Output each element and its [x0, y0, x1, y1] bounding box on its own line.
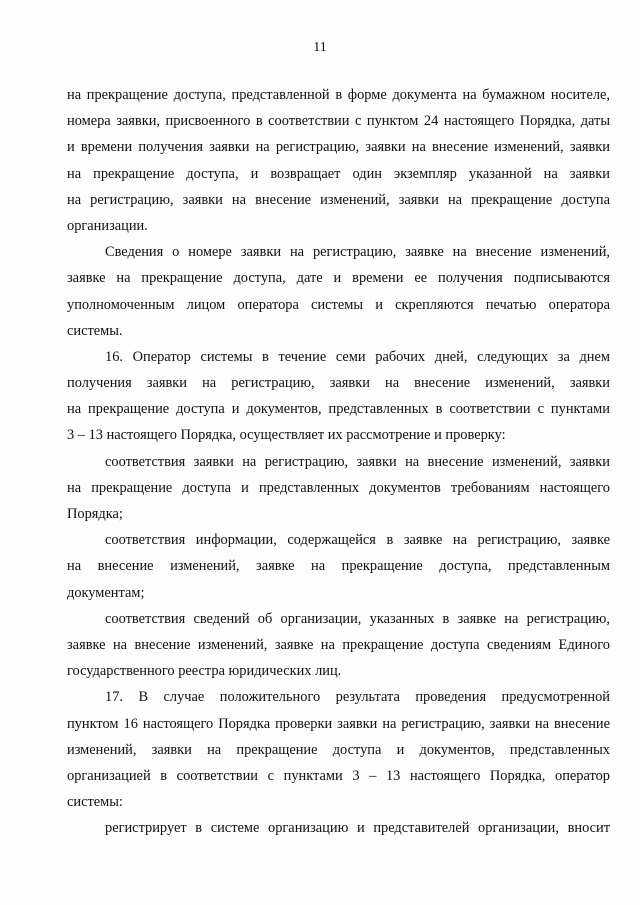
text-line: организацией в соответствии с пунктами 3 – 13 настоящего Порядка, оператор: [67, 767, 610, 784]
text-line: Порядка;: [67, 506, 123, 522]
paragraph-3: [67, 344, 610, 449]
document-body: [67, 82, 610, 841]
text-line: заявке на внесение изменений, заявке на прекращение доступа сведениям Единого: [67, 636, 610, 653]
text-line: регистрирует в системе организацию и представителей организации, вносит: [105, 820, 610, 837]
text-line: 16. Оператор системы в течение семи рабочих дней, следующих за днем: [105, 348, 610, 365]
text-line: соответствия заявки на регистрацию, заявки на внесение изменений, заявки: [105, 453, 610, 470]
text-line: уполномоченным лицом оператора системы и скрепляются печатью оператора: [67, 296, 610, 313]
text-line: Сведения о номере заявки на регистрацию, заявке на внесение изменений,: [105, 244, 610, 261]
paragraph-7: [67, 684, 610, 815]
text-line: 3 – 13 настоящего Порядка, осуществляет их рассмотрение и проверку:: [67, 427, 506, 444]
text-line: получения заявки на регистрацию, заявки на внесение изменений, заявки: [67, 375, 610, 392]
paragraph-4: [67, 449, 610, 528]
text-line: заявке на прекращение доступа, дате и времени ее получения подписываются: [67, 270, 610, 287]
text-line: системы:: [67, 794, 123, 811]
text-line: на прекращение доступа, и возвращает один экземпляр указанной на заявки: [67, 165, 610, 182]
text-line: на прекращение доступа и представленных документов требованиям настоящего: [67, 479, 610, 496]
text-line: на прекращение доступа, представленной в форме документа на бумажном носителе,: [67, 87, 610, 103]
text-line: на регистрацию, заявки на внесение изменений, заявки на прекращение доступа: [67, 191, 610, 208]
text-line: системы.: [67, 322, 123, 339]
paragraph-8: [67, 815, 610, 841]
text-line: государственного реестра юридических лиц.: [67, 663, 342, 680]
text-line: организации.: [67, 217, 148, 234]
text-line: документам;: [67, 584, 145, 601]
paragraph-6: [67, 606, 610, 685]
text-line: номера заявки, присвоенного в соответствии с пунктом 24 настоящего Порядка, даты: [67, 113, 610, 130]
text-line: на прекращение доступа и документов, представленных в соответствии с пунктами: [67, 401, 610, 418]
text-line: на внесение изменений, заявке на прекращение доступа, представленным: [67, 558, 610, 575]
text-line: соответствия сведений об организации, указанных в заявке на регистрацию,: [105, 610, 610, 627]
text-line: соответствия информации, содержащейся в заявке на регистрацию, заявке: [105, 532, 610, 549]
text-line: пунктом 16 настоящего Порядка проверки заявки на регистрацию, заявки на внесение: [67, 715, 610, 732]
paragraph-1: [67, 82, 610, 239]
paragraph-5: [67, 527, 610, 606]
text-line: и времени получения заявки на регистрацию, заявки на внесение изменений, заявки: [67, 139, 610, 156]
text-line: 17. В случае положительного результата проведения предусмотренной: [105, 689, 610, 706]
page-number: 11: [313, 40, 327, 55]
text-line: изменений, заявки на прекращение доступа и документов, представленных: [67, 741, 610, 758]
paragraph-2: [67, 239, 610, 344]
